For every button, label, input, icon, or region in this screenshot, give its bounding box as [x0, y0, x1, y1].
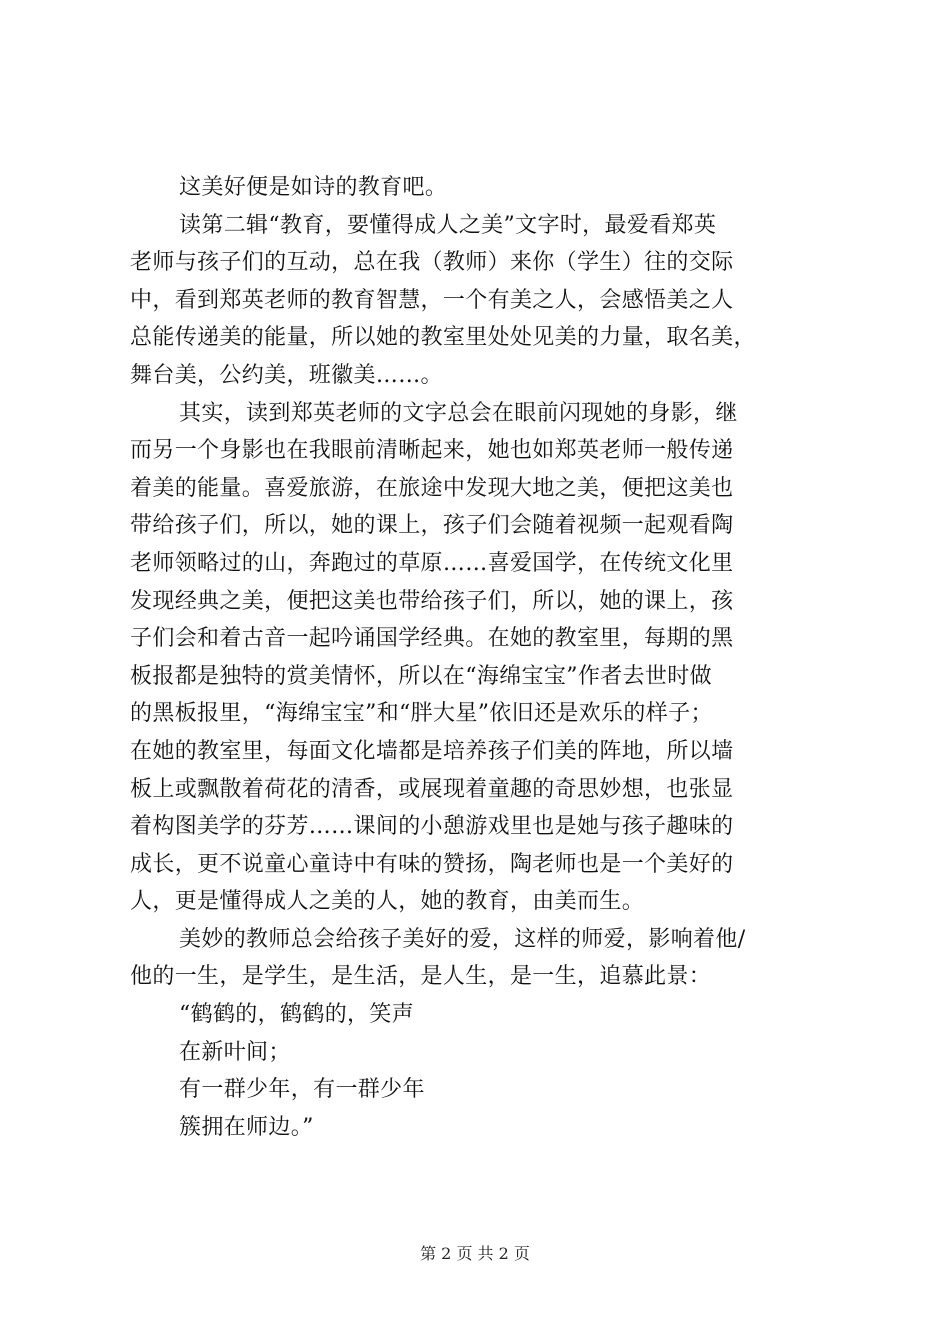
text-line-9: 着美的能量。喜爱旅游，在旅途中发现大地之美，便把这美也 — [130, 475, 734, 501]
text-line-4: 中，看到郑英老师的教育智慧，一个有美之人，会感悟美之人 — [130, 287, 734, 313]
text-line-1: 这美好便是如诗的教育吧。 — [179, 175, 448, 200]
poem-line-3: 有一群少年，有一群少年 — [179, 1077, 425, 1103]
text-line-13: 子们会和着古音一起吟诵国学经典。在她的教室里，每期的黑 — [130, 626, 734, 652]
text-line-8: 而另一个身影也在我眼前清晰起来，她也如郑英老师一般传递 — [130, 438, 734, 464]
text-line-15: 的黑板报里，“海绵宝宝”和“胖大星”依旧还是欢乐的样子； — [130, 701, 713, 727]
text-line-6: 舞台美，公约美，班徽美……。 — [130, 362, 443, 388]
text-line-7: 其实，读到郑英老师的文字总会在眼前闪现她的身影，继 — [179, 400, 738, 426]
poem-line-2: 在新叶间； — [179, 1039, 291, 1065]
poem-line-1: “鹤鹤的，鹤鹤的，笑声 — [179, 1002, 415, 1028]
text-line-10: 带给孩子们，所以，她的课上，孩子们会随着视频一起观看陶 — [130, 513, 734, 539]
text-line-22: 他的一生，是学生，是生活，是人生，是一生，追慕此景： — [130, 964, 712, 990]
text-line-18: 着构图美学的芬芳……课间的小憩游戏里也是她与孩子趣味的 — [130, 814, 734, 840]
text-line-16: 在她的教室里，每面文化墙都是培养孩子们美的阵地，所以墙 — [130, 738, 734, 764]
text-line-5: 总能传递美的能量，所以她的教室里处处见美的力量，取名美， — [130, 325, 756, 351]
text-line-17: 板上或飘散着荷花的清香，或展现着童趣的奇思妙想，也张显 — [130, 776, 734, 802]
text-line-19: 成长，更不说童心童诗中有味的赞扬，陶老师也是一个美好的 — [130, 851, 734, 877]
text-line-12: 发现经典之美，便把这美也带给孩子们，所以，她的课上，孩 — [130, 588, 734, 614]
text-line-3: 老师与孩子们的互动，总在我（教师）来你（学生）往的交际 — [130, 250, 734, 276]
body-text — [130, 169, 830, 1146]
text-line-20: 人，更是懂得成人之美的人，她的教育，由美而生。 — [130, 889, 645, 915]
page-footer: 第 2 页 共 2 页 — [420, 1244, 530, 1263]
text-line-11: 老师领略过的山，奔跑过的草原……喜爱国学，在传统文化里 — [130, 550, 734, 576]
text-line-2: 读第二辑“教育，要懂得成人之美”文字时，最爱看郑英 — [179, 212, 717, 238]
poem-line-4: 簇拥在师边。” — [179, 1114, 314, 1140]
text-line-14: 板报都是独特的赏美情怀，所以在“海绵宝宝”作者去世时做 — [130, 663, 712, 689]
text-line-21: 美妙的教师总会给孩子美好的爱，这样的师爱，影响着他/ — [179, 926, 746, 952]
